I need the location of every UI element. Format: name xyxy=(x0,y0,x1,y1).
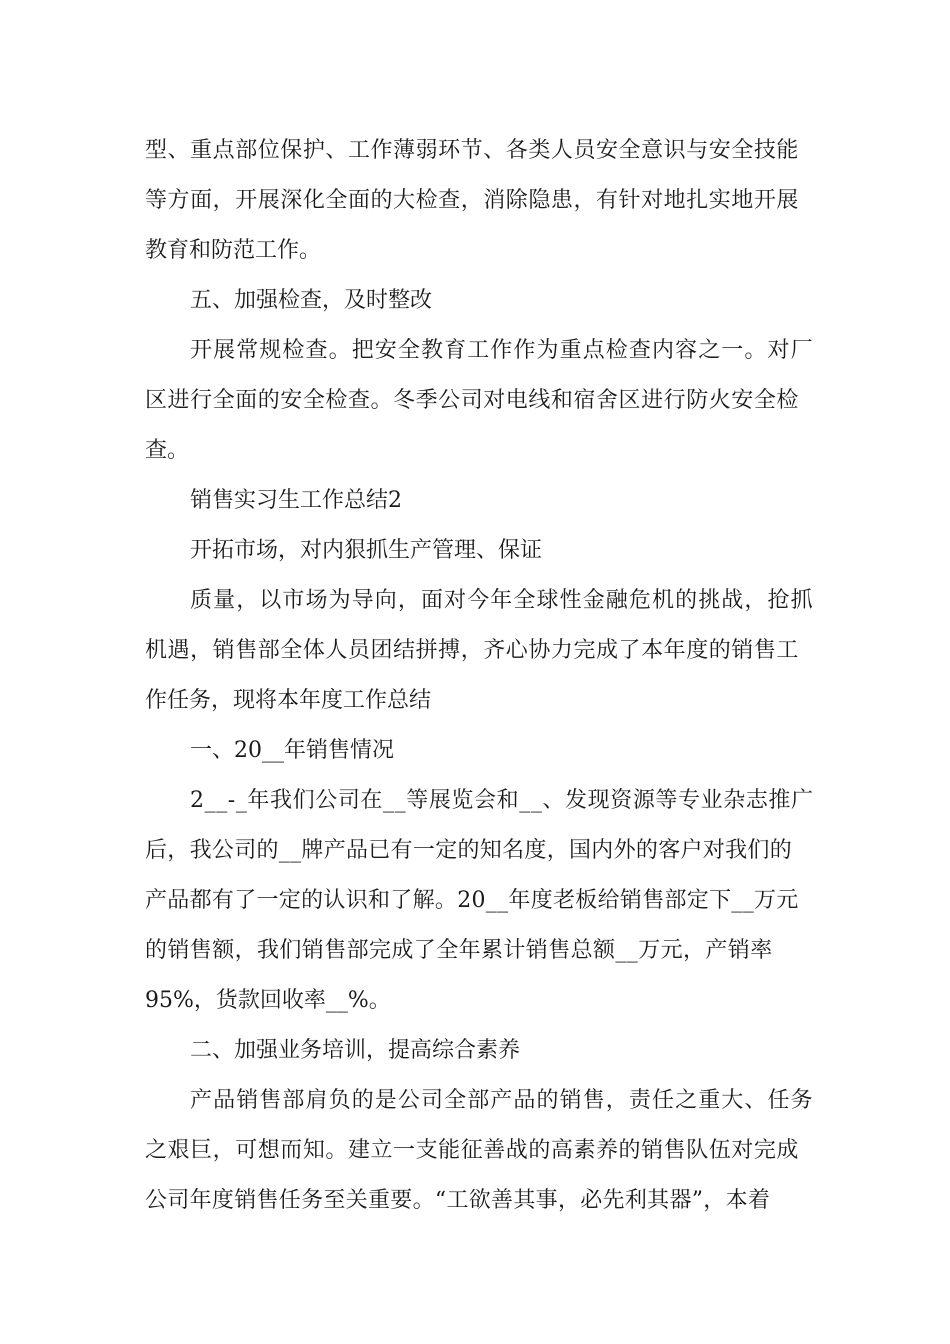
body-line: 教育和防范工作。 xyxy=(145,238,322,263)
body-line: 产品销售部肩负的是公司全部产品的销售，责任之重大、任务 xyxy=(190,1088,814,1113)
section-heading: 二、加强业务培训，提高综合素养 xyxy=(190,1038,521,1063)
body-line: 质量，以市场为导向，面对今年全球性金融危机的挑战，抢抓 xyxy=(190,588,814,613)
document-title: 销售实习生工作总结2 xyxy=(190,488,402,513)
section-heading: 五、加强检查，及时整改 xyxy=(190,288,433,313)
body-line: 公司年度销售任务至关重要。“工欲善其事，必先利其器”，本着 xyxy=(145,1188,771,1213)
body-line: 开展常规检查。把安全教育工作作为重点检查内容之一。对厂 xyxy=(190,338,814,363)
body-line: 产品都有了一定的认识和了解。20__年度老板给销售部定下__万元 xyxy=(145,888,799,913)
body-line: 95%，货款回收率__%。 xyxy=(145,988,391,1013)
body-line: 作任务，现将本年度工作总结 xyxy=(145,688,432,713)
body-line: 机遇，销售部全体人员团结拼搏，齐心协力完成了本年度的销售工 xyxy=(145,638,799,663)
body-line: 的销售额，我们销售部完成了全年累计销售总额__万元，产销率 xyxy=(145,938,773,963)
body-line: 开拓市场，对内狠抓生产管理、保证 xyxy=(190,538,543,563)
body-line: 查。 xyxy=(145,438,190,463)
body-line: 后，我公司的__牌产品已有一定的知名度，国内外的客户对我们的 xyxy=(145,838,793,863)
body-line: 之艰巨，可想而知。建立一支能征善战的高素养的销售队伍对完成 xyxy=(145,1138,799,1163)
body-line: 型、重点部位保护、工作薄弱环节、各类人员安全意识与安全技能 xyxy=(145,138,799,163)
section-heading: 一、20__年销售情况 xyxy=(190,738,394,763)
body-line: 2__-_年我们公司在__等展览会和__、发现资源等专业杂志推广 xyxy=(190,788,814,813)
body-line: 等方面，开展深化全面的大检查，消除隐患，有针对地扎实地开展 xyxy=(145,188,799,213)
body-line: 区进行全面的安全检查。冬季公司对电线和宿舍区进行防火安全检 xyxy=(145,388,799,413)
